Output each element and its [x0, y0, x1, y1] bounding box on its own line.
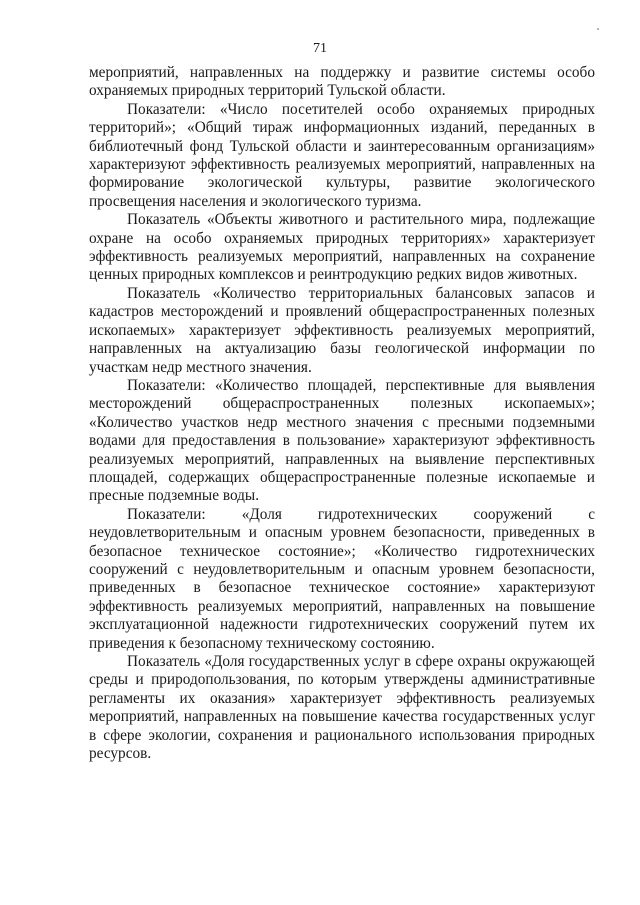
- paragraph-subsoil-indicators: Показатели: «Количество площадей, перспективные для выявления месторождений общераспространенных полезных ископаемых»; «Количество участков недр местного значения с пресными подземными водами для предоставления в пользование» характеризуют эффективность реализуемых мероприятий, направленных на выявление перспективных площадей, содержащих общераспространенные полезные ископаемые и пресные подземные воды.: [89, 376, 595, 505]
- scan-speck: [597, 28, 599, 30]
- paragraph-continuation: мероприятий, направленных на поддержку и развитие системы особо охраняемых природных территорий Тульской области.: [89, 64, 595, 100]
- paragraph-services-indicator: Показатель «Доля государственных услуг в сфере охраны окружающей среды и природопользования, по которым утверждены административные регламенты их оказания» характеризует эффективность реализуемых мероприятий, направленных на повышение качества государственных услуг в сфере экологии, сохранения и рационального использования природных ресурсов.: [89, 653, 595, 763]
- paragraph-reserves-indicator: Показатель «Количество территориальных балансовых запасов и кадастров месторождений и проявлений общераспространенных полезных ископаемых» характеризует эффективность реализуемых мероприятий, направленных на актуализацию базы геологической информации по участкам недр местного значения.: [89, 284, 595, 376]
- page-number: 71: [313, 41, 327, 56]
- paragraph-wildlife-indicator: Показатель «Объекты животного и растительного мира, подлежащие охране на особо охраняемых природных территориях» характеризует эффективность реализуемых мероприятий, направленных на сохранение ценных природных комплексов и реинтродукцию редких видов животных.: [89, 211, 595, 284]
- document-body: [89, 64, 595, 763]
- paragraph-visitors-indicators: Показатели: «Число посетителей особо охраняемых природных территорий»; «Общий тираж информационных изданий, переданных в библиотечный фонд Тульской области и заинтересованным организациям» характеризуют эффективность реализуемых мероприятий, направленных на формирование экологической культуры, развитие экологического просвещения населения и экологического туризма.: [89, 100, 595, 210]
- paragraph-hydraulic-indicators: Показатели: «Доля гидротехнических сооружений с неудовлетворительным и опасным уровнем безопасности, приведенных в безопасное техническое состояние»; «Количество гидротехнических сооружений с неудовлетворительным и опасным уровнем безопасности, приведенных в безопасное техническое состояние» характеризуют эффективность реализуемых мероприятий, направленных на повышение эксплуатационной надежности гидротехнических сооружений путем их приведения к безопасному техническому состоянию.: [89, 505, 595, 652]
